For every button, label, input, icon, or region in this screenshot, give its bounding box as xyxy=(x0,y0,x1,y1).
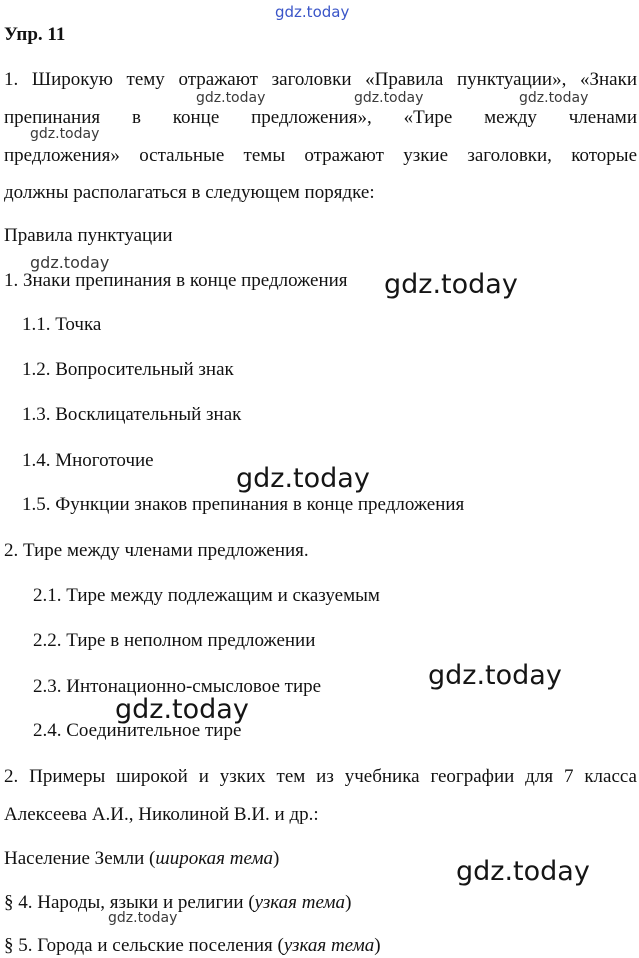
exercise-title: Упр. 11 xyxy=(4,24,66,45)
example-line xyxy=(4,892,351,914)
para1-line2: препинания в конце предложения», «Тире между членами xyxy=(4,107,637,128)
example-note: узкая тема xyxy=(283,935,375,956)
example-text: § 4. Народы, языки и религии ( xyxy=(4,892,255,913)
example-line xyxy=(4,935,381,957)
section2-item: 2.3. Интонационно-смысловое тире xyxy=(33,676,322,697)
para2-line2: Алексеева А.И., Николиной В.И. и др.: xyxy=(4,804,319,825)
example-close: ) xyxy=(273,848,280,869)
section2-title: 2. Тире между членами предложения. xyxy=(4,540,309,561)
para2-line1: 2. Примеры широкой и узких тем из учебника географии для 7 класса xyxy=(4,766,637,787)
section2-item: 2.1. Тире между подлежащим и сказуемым xyxy=(33,585,380,606)
section1-item: 1.4. Многоточие xyxy=(22,450,154,471)
section1-title: 1. Знаки препинания в конце предложения xyxy=(4,270,348,291)
example-note: широкая тема xyxy=(155,848,274,869)
watermark: gdz.today xyxy=(236,463,370,494)
example-line xyxy=(4,848,279,870)
watermark: gdz.today xyxy=(519,90,589,106)
watermark: gdz.today xyxy=(384,269,518,300)
section1-item: 1.1. Точка xyxy=(22,314,102,335)
outline-root: Правила пунктуации xyxy=(4,225,173,246)
site-watermark-top[interactable]: gdz.today xyxy=(275,3,350,21)
watermark: gdz.today xyxy=(108,910,178,926)
watermark: gdz.today xyxy=(30,126,100,142)
watermark: gdz.today xyxy=(354,90,424,106)
example-close: ) xyxy=(374,935,381,956)
section2-item: 2.4. Соединительное тире xyxy=(33,720,242,741)
watermark: gdz.today xyxy=(196,90,266,106)
watermark: gdz.today xyxy=(456,856,590,887)
example-text: Население Земли ( xyxy=(4,848,156,869)
example-note: узкая тема xyxy=(254,892,346,913)
watermark: gdz.today xyxy=(115,694,249,725)
section1-item: 1.2. Вопросительный знак xyxy=(22,359,234,380)
example-text: § 5. Города и сельские поселения ( xyxy=(4,935,284,956)
example-close: ) xyxy=(345,892,352,913)
section2-item: 2.2. Тире в неполном предложении xyxy=(33,630,316,651)
para1-line3: предложения» остальные темы отражают узкие заголовки, которые xyxy=(4,145,637,166)
section1-item: 1.3. Восклицательный знак xyxy=(22,404,242,425)
section1-item: 1.5. Функции знаков препинания в конце предложения xyxy=(22,494,465,515)
watermark: gdz.today xyxy=(30,253,110,272)
para1-line1: 1. Широкую тему отражают заголовки «Правила пунктуации», «Знаки xyxy=(4,69,637,90)
para1-line4: должны располагаться в следующем порядке: xyxy=(4,182,375,203)
watermark: gdz.today xyxy=(428,660,562,691)
